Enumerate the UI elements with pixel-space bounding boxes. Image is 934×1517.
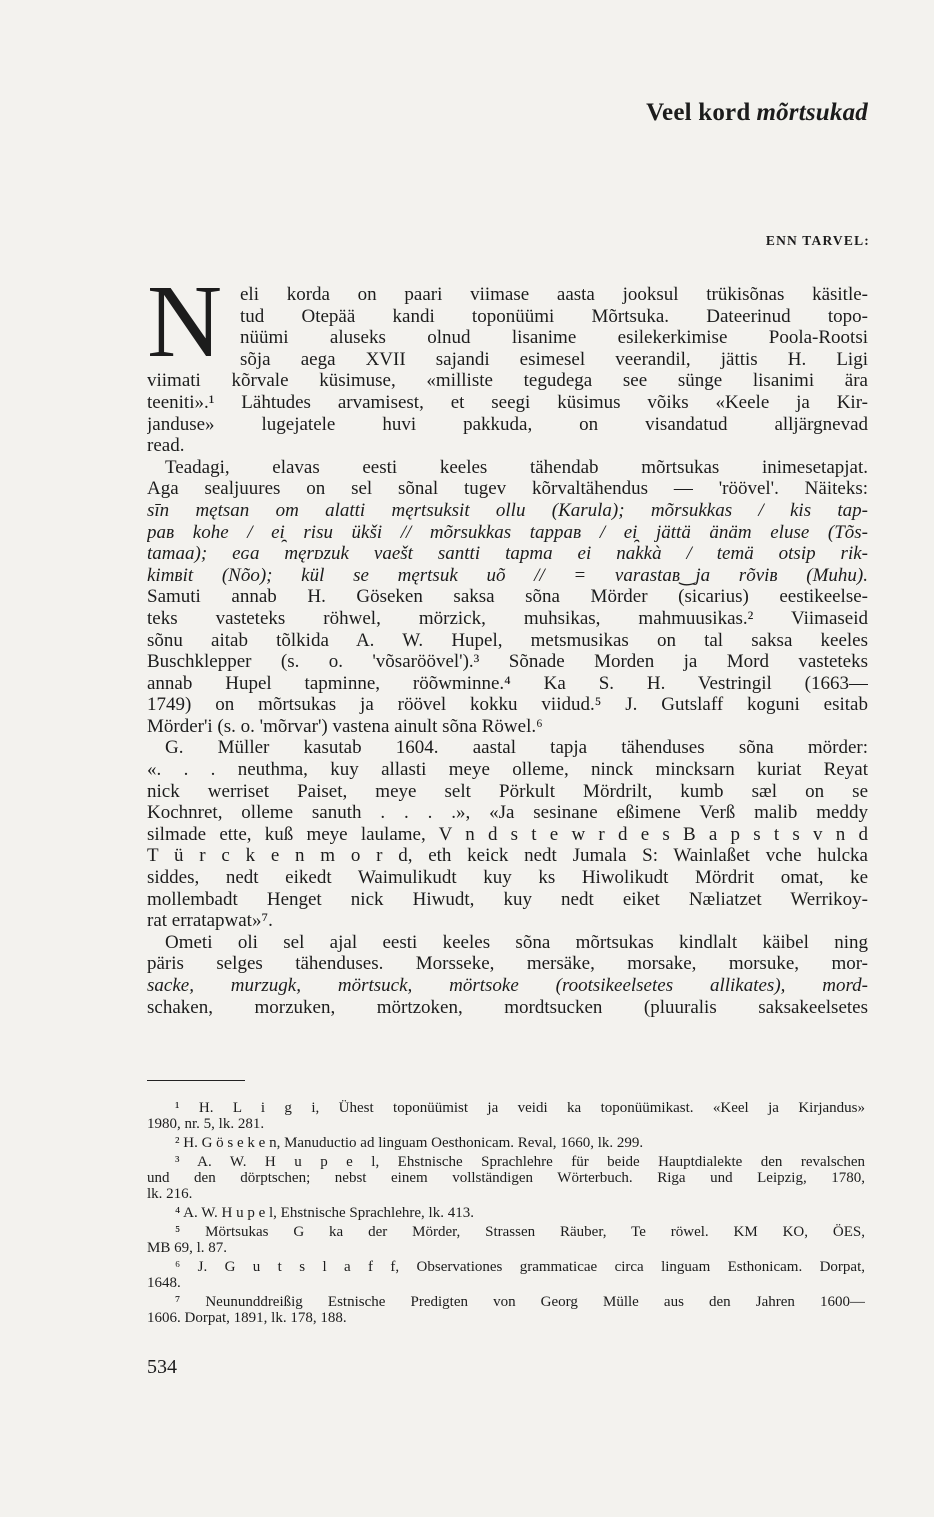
body-line: Ometi oli sel ajal eesti keeles sõna mõrtsukas kindlalt käibel ning	[165, 931, 868, 953]
body-line: teks vasteteks röhwel, mörzick, muhsikas, mahmuusikas.² Viimaseid	[147, 607, 868, 629]
body-line: read.	[147, 435, 185, 457]
footnote-line: ⁵ Mörtsukas G ka der Mörder, Strassen Räuber, Te röwel. KM KO, ÖES,	[175, 1224, 865, 1240]
footnote-line: 1606. Dorpat, 1891, lk. 178, 188.	[147, 1310, 347, 1326]
body-line: sõnu aitab tõlkida A. W. Hupel, metsmusikas on tal saksa keeles	[147, 629, 868, 651]
body-line: päris selges tähenduses. Morsseke, mersäke, morsake, morsuke, mor-	[147, 953, 868, 975]
body-line: Mörder'i (s. o. 'mõrvar') vastena ainult sõna Röwel.⁶	[147, 715, 543, 737]
body-line: silmade ette, kuß meye laulame, V n d s t e w r d e s B a p s t s v n d	[147, 823, 868, 845]
footnote-line: MB 69, l. 87.	[147, 1240, 228, 1256]
body-line: sõja aega XVII sajandi esimesel veerandil, jättis H. Ligi	[240, 348, 868, 370]
page-number: 534	[147, 1356, 177, 1378]
footnote-divider	[147, 1080, 245, 1081]
article-body	[147, 284, 868, 1018]
body-line: kimʙit (Nõo); kül se męrtsuk uõ // = varastaʙ‿ja rõviʙ (Muhu).	[147, 564, 868, 586]
footnote-line: ³ A. W. H u p e l, Ehstnische Sprachlehre für beide Hauptdialekte den revalschen	[175, 1154, 865, 1170]
body-line: tud Otepää kandi toponüümi Mõrtsuka. Dateerinud topo-	[240, 305, 868, 327]
footnotes	[147, 1100, 865, 1326]
footnote-line: ² H. G ö s e k e n, Manuductio ad linguam Oesthonicam. Reval, 1660, lk. 299.	[175, 1135, 644, 1151]
title-italic-word: mõrtsukad	[756, 99, 868, 126]
body-line: G. Müller kasutab 1604. aastal tapja tähenduses sõna mörder:	[165, 737, 868, 759]
body-line: 1749) on mõrtsukas ja röövel kokku viidud.⁵ J. Gutslaff koguni esitab	[147, 694, 868, 716]
body-line: schaken, morzuken, mörtzoken, mordtsucken (pluuralis saksakeelsetes	[147, 996, 868, 1018]
body-line: «. . . neuthma, kuy allasti meye olleme, ninck mincksarn kuriat Reyat	[147, 759, 868, 781]
body-line: siddes, nedt eikedt Waimulikudt kuy ks Hiwolikudt Mördrit omat, ke	[147, 867, 868, 889]
body-line: Samuti annab H. Göseken saksa sõna Mörder (sicarius) eestikeelse-	[147, 586, 868, 608]
article-title	[646, 99, 868, 127]
body-line: viimati kõrvale küsimuse, «milliste tegudega see sünge lisanimi ära	[147, 370, 868, 392]
footnote-line: ⁷ Neununddreißig Estnische Predigten von Georg Mülle aus den Jahren 1600—	[175, 1294, 865, 1310]
body-line: sacke, murzugk, mörtsuck, mörtsoke (rootsikeelsetes allikates), mord-	[147, 975, 868, 996]
footnote-line: ⁴ A. W. H u p e l, Ehstnische Sprachlehre, lk. 413.	[175, 1205, 474, 1221]
body-line: Aga sealjuures on sel sõnal tugev kõrvaltähendus — 'röövel'. Näiteks:	[147, 478, 868, 500]
body-line: paʙ kohe / ei̯ risu ükši // mõrsukkas tappaʙ / ei̯ jättä änäm eluse (Tõs-	[147, 521, 868, 543]
body-line: janduse» lugejatele huvi pakkuda, on visandatud alljärgnevad	[147, 413, 868, 435]
body-line: Teadagi, elavas eesti keeles tähendab mõrtsukas inimesetapjat.	[165, 456, 868, 478]
footnote-line: und den dörptschen; nebst einem vollständigen Wörterbuch. Riga und Leipzig, 1780,	[147, 1170, 865, 1186]
body-line: T ü r c k e n m o r d, eth keick nedt Jumala S: Wainlaßet vche hulcka	[147, 845, 868, 867]
body-line: Buschklepper (s. o. 'võsaröövel').³ Sõnade Morden ja Mord vasteteks	[147, 651, 868, 673]
body-line: nüümi aluseks olnud lisanime esilekerkimise Poola-Rootsi	[240, 327, 868, 349]
body-line: eli korda on paari viimase aasta jooksul trükisõnas käsitle-	[240, 284, 868, 305]
footnote-line: ¹ H. L i g i, Ühest toponüümist ja veidi ka toponüümikast. «Keel ja Kirjandus»	[175, 1100, 865, 1116]
body-line: Kochnret, olleme sanuth . . . .», «Ja sesinane eßimene Verß malib meddy	[147, 802, 868, 824]
title-main: Veel kord	[646, 99, 751, 126]
article-author: ENN TARVEL:	[765, 233, 870, 248]
footnote-line: ⁶ J. G u t s l a f f, Observationes grammaticae circa linguam Esthonicam. Dorpat,	[175, 1259, 865, 1275]
footnote-line: 1980, nr. 5, lk. 281.	[147, 1116, 265, 1132]
body-line: annab Hupel tapminne, röõwminne.⁴ Ka S. H. Vestringil (1663—	[147, 672, 868, 694]
drop-cap-letter: N	[147, 264, 223, 379]
footnote-line: 1648.	[147, 1275, 181, 1291]
body-line: sīn mętsan om alatti męrtsuksit ollu (Karula); mõrsukkas / kis tap-	[147, 499, 868, 521]
footnote-line: lk. 216.	[147, 1186, 193, 1202]
body-line: tamaa); eɢa męrᴅzuk vaešt santti tapma ei nakkà / temä otsip rik-	[147, 543, 868, 565]
body-line: mollembadt Henget nick Hiwudt, kuy nedt eiket Næliatzet Werrikoy-	[147, 888, 868, 910]
body-line: nick werriset Paiset, meye selt Pörkult Mördrilt, kumb sæl on se	[147, 780, 868, 802]
body-line: teeniti».¹ Lähtudes arvamisest, et seegi küsimus võiks «Keele ja Kir-	[147, 391, 868, 413]
body-line: rat erratapwat»⁷.	[147, 910, 273, 932]
